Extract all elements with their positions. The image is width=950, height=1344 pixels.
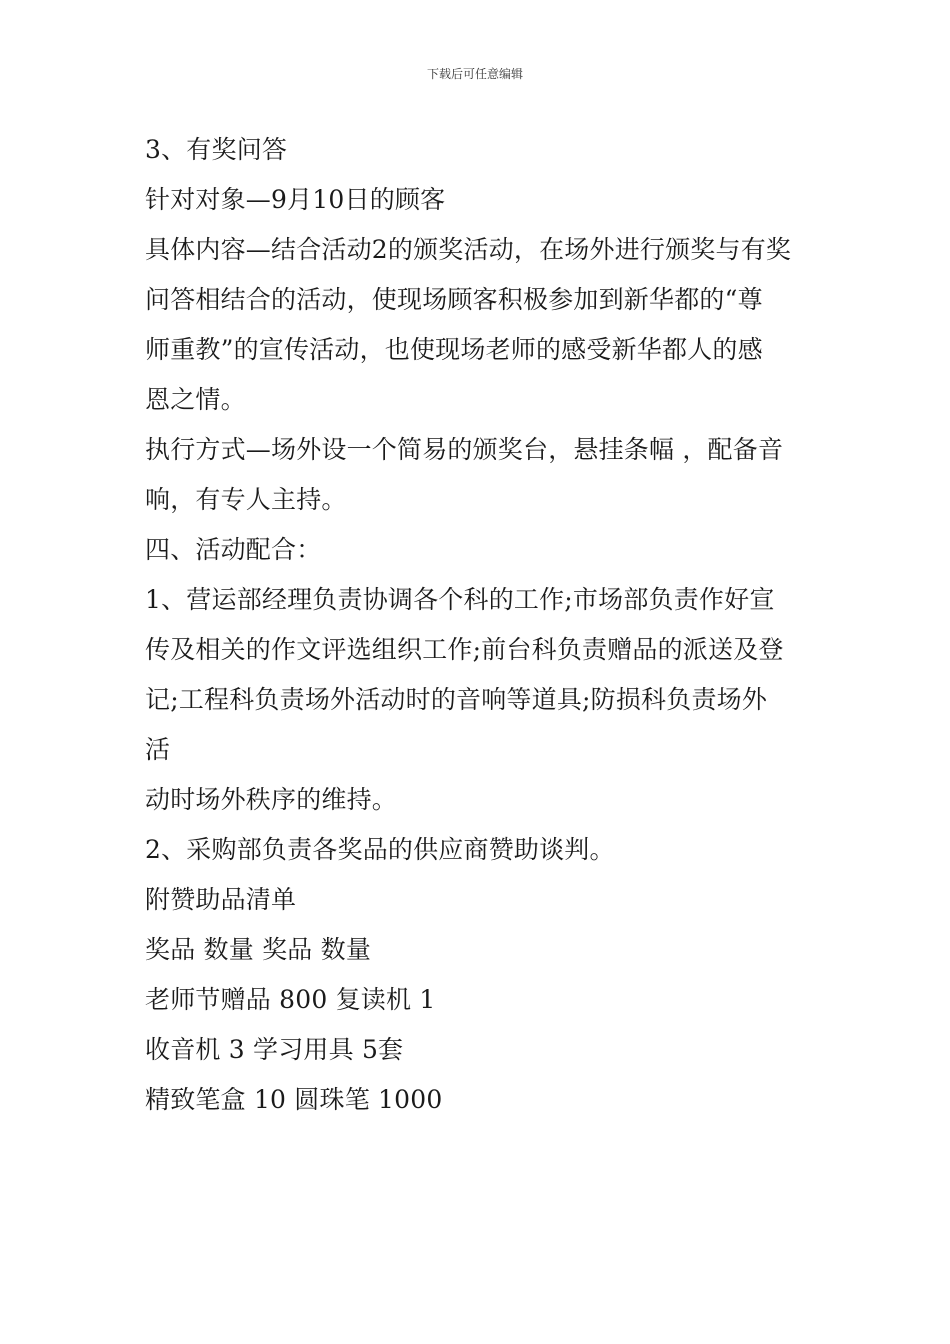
paragraph-line: 执行方式—场外设一个简易的颁奖台，悬挂条幅 ，配备音 xyxy=(145,435,784,464)
paragraph-line: 问答相结合的活动，使现场顾客积极参加到新华都的“尊 xyxy=(145,285,763,314)
paragraph-line: 2、采购部负责各奖品的供应商赞助谈判。 xyxy=(145,835,615,864)
sponsor-list-title: 附赞助品清单 xyxy=(145,885,297,914)
paragraph-line: 恩之情。 xyxy=(145,385,246,414)
paragraph-line: 师重教”的宣传活动，也使现场老师的感受新华都人的感 xyxy=(145,335,763,364)
sponsor-list-row: 收音机 3 学习用具 5套 xyxy=(145,1035,404,1064)
page-header: 下载后可任意编辑 xyxy=(426,67,523,81)
paragraph-line: 动时场外秩序的维持。 xyxy=(145,785,398,814)
paragraph-line: 针对对象—9月10日的顾客 xyxy=(145,185,446,214)
section-heading-coordination: 四、活动配合： xyxy=(145,535,322,564)
document-body xyxy=(145,125,815,1125)
sponsor-list-header: 奖品 数量 奖品 数量 xyxy=(145,935,372,964)
paragraph-line: 响，有专人主持。 xyxy=(145,485,347,514)
paragraph-line: 活 xyxy=(145,735,171,764)
paragraph-line: 传及相关的作文评选组织工作;前台科负责赠品的派送及登 xyxy=(145,635,784,664)
sponsor-list-row: 精致笔盒 10 圆珠笔 1000 xyxy=(145,1085,443,1114)
section-heading-prize-quiz: 3、有奖问答 xyxy=(145,135,288,164)
paragraph-line: 1、营运部经理负责协调各个科的工作;市场部负责作好宣 xyxy=(145,585,775,614)
sponsor-list-row: 老师节赠品 800 复读机 1 xyxy=(145,985,436,1014)
paragraph-line: 具体内容—结合活动2的颁奖活动，在场外进行颁奖与有奖 xyxy=(145,235,792,264)
paragraph-line: 记;工程科负责场外活动时的音响等道具;防损科负责场外 xyxy=(145,685,768,714)
